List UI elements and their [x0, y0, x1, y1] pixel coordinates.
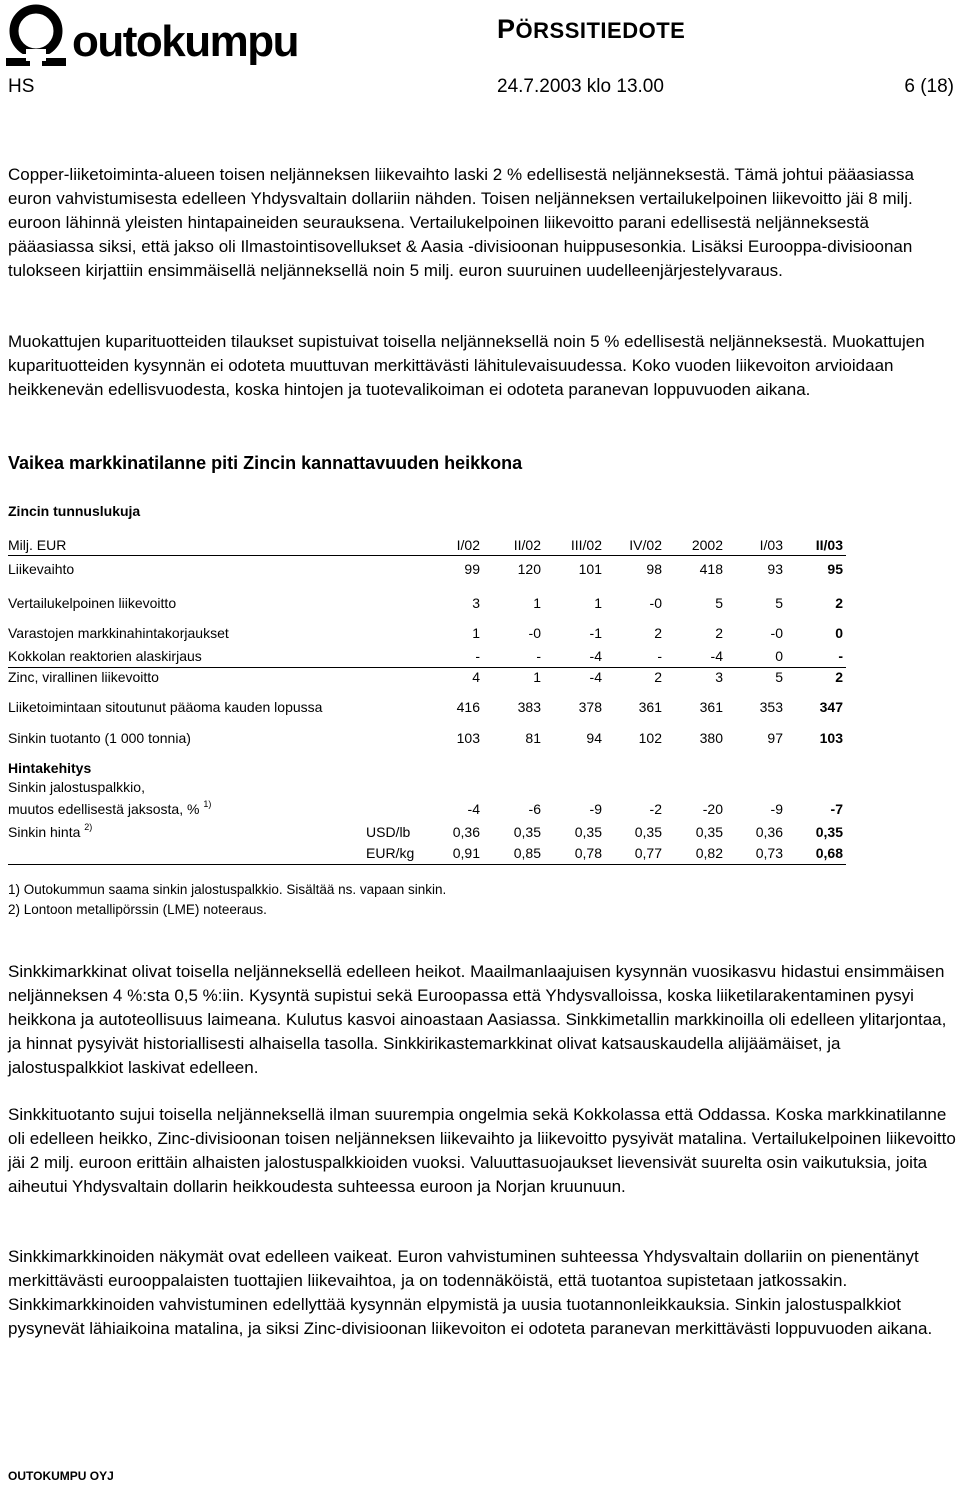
cell: - [475, 648, 480, 664]
cell: 120 [517, 561, 541, 577]
table-row [8, 845, 846, 863]
cell: 95 [827, 561, 843, 577]
table-row [8, 669, 846, 687]
cell: 1 [594, 595, 602, 611]
cell: -2 [649, 801, 662, 817]
cell: 5 [775, 669, 783, 685]
cell: 2 [835, 669, 843, 685]
cell: 0,35 [574, 824, 602, 840]
footnote: 2) Lontoon metallipörssin (LME) noteeraus. [8, 902, 267, 917]
cell: -1 [589, 625, 602, 641]
cell: -9 [770, 801, 783, 817]
cell: 0,68 [815, 845, 843, 861]
footnotes [8, 880, 446, 920]
cell: 1 [472, 625, 480, 641]
cell: -4 [589, 648, 602, 664]
cell: 0,78 [574, 845, 602, 861]
paragraph-zinc-production: Sinkkituotanto sujui toisella neljänneksellä ilman suurempia ongelmia sekä Kokkolassa että Oddassa. Koska markkinatilanne oli edelleen heikko, Zinc-divisioonan toisen neljänneksen liikevaihto ja liikevoitto pysyivät matalina. Vertailukelpoinen liikevoitto jäi 2 milj. euroon erittäin alhaisten jalostuspalkkioiden vuoksi. Valuuttasuojaukset lievensivät suurelta osin vaikutuksia, joita aiheutui Yhdysvaltain dollarin heikkoudesta suhteessa euroon ja Norjan kruunuun. [8, 1105, 956, 1196]
header-col: 2002 [691, 537, 723, 553]
tc-label-row [8, 779, 846, 797]
cell: 416 [456, 699, 480, 715]
paragraph-zinc-market: Sinkkimarkkinat olivat toisella neljänneksellä edelleen heikot. Maailmanlaajuisen kysynnän vuosikasvu hidastui ensimmäisen neljänneksen 4 %:sta 0,5 %:iin. Kysyntä supistui sekä Euroopassa että Yhdysvalloissa, koska liiketilarakentaminen pysyi heikkona ja autoteollisuus laimeana. Kulutus kasvoi ainoastaan Aasiassa. Sinkkimetallin markkinoilla oli edelleen ylitarjontaa, ja hinnat pysyivät historiallisesti alhaisella tasolla. Sinkkirikastemarkkinat olivat katsauskaudella alijäämäiset, ja jalostuspalkkiot laskivat edelleen. [8, 962, 947, 1077]
cell: 1 [533, 595, 541, 611]
cell: 0,35 [695, 824, 723, 840]
brand-wordmark: outokumpu [72, 17, 299, 66]
cell: -4 [589, 669, 602, 685]
header-col: I/03 [759, 537, 783, 553]
table-row [8, 801, 846, 819]
cell: 4 [472, 669, 480, 685]
cell: 93 [767, 561, 783, 577]
footnote-ref: 1) [203, 799, 212, 809]
price-section-title-row [8, 760, 846, 778]
outokumpu-logo [6, 4, 316, 68]
cell: 378 [578, 699, 602, 715]
cell: 418 [699, 561, 723, 577]
cell: 2 [654, 669, 662, 685]
tc-label: muutos edellisestä jaksosta, % $^{1)}$ [8, 799, 212, 817]
table-row [8, 561, 846, 579]
cell: 5 [715, 595, 723, 611]
cell: 383 [517, 699, 541, 715]
row-label: Kokkolan reaktorien alaskirjaus [8, 648, 202, 664]
header-col: I/02 [456, 537, 480, 553]
cell: 0,82 [695, 845, 723, 861]
cell: 0,77 [634, 845, 662, 861]
cell: 0,35 [815, 824, 843, 840]
row-label: Zinc, virallinen liikevoitto [8, 669, 159, 685]
footnote-ref: 2) [84, 822, 93, 832]
unit-usd: USD/lb [366, 824, 411, 840]
cell: - [838, 648, 843, 664]
row-label: Sinkin tuotanto (1 000 tonnia) [8, 730, 191, 746]
cell: - [657, 648, 662, 664]
section-heading: Vaikea markkinatilanne piti Zincin kannattavuuden heikkona [8, 453, 523, 473]
table-row [8, 625, 846, 643]
price-label: Sinkin hinta $^{2)}$ [8, 822, 93, 840]
row-label: Varastojen markkinahintakorjaukset [8, 625, 229, 641]
cell: 103 [456, 730, 480, 746]
cell: 103 [819, 730, 843, 746]
table-rule [8, 864, 846, 865]
cell: -4 [467, 801, 480, 817]
cell: 81 [525, 730, 541, 746]
cell: 5 [775, 595, 783, 611]
cell: 102 [638, 730, 662, 746]
cell: 2 [654, 625, 662, 641]
header-col: II/03 [815, 537, 843, 553]
cell: -0 [770, 625, 783, 641]
table-row [8, 648, 846, 666]
tc-label-line1: Sinkin jalostuspalkkio, [8, 779, 145, 795]
cell: 380 [699, 730, 723, 746]
cell: 353 [759, 699, 783, 715]
cell: 361 [699, 699, 723, 715]
cell: -0 [649, 595, 662, 611]
cell: 0,36 [755, 824, 783, 840]
cell: -6 [528, 801, 541, 817]
cell: 98 [646, 561, 662, 577]
header-date: 24.7.2003 klo 13.00 [497, 76, 664, 97]
cell: 2 [715, 625, 723, 641]
cell: 361 [638, 699, 662, 715]
header-col: II/02 [513, 537, 541, 553]
cell: 99 [464, 561, 480, 577]
row-label: Vertailukelpoinen liikevoitto [8, 595, 177, 611]
document-type: PÖRSSITIEDOTE [497, 14, 686, 44]
cell: 0,85 [513, 845, 541, 861]
omega-symbol-icon [6, 9, 66, 66]
cell: 94 [586, 730, 602, 746]
cell: 3 [472, 595, 480, 611]
row-label: Liikevaihto [8, 561, 75, 577]
cell: 0 [775, 648, 783, 664]
unit-eur: EUR/kg [366, 845, 415, 861]
cell: 347 [819, 699, 843, 715]
table-row [8, 824, 846, 842]
row-label: Liiketoimintaan sitoutunut pääoma kauden lopussa [8, 699, 323, 715]
cell: -0 [528, 625, 541, 641]
table-caption: Zincin tunnuslukuja [8, 503, 141, 519]
table-row [8, 595, 846, 613]
cell: 1 [533, 669, 541, 685]
cell: 0,35 [513, 824, 541, 840]
header-location: HS [8, 76, 35, 97]
cell: 0,91 [452, 845, 480, 861]
cell: 101 [578, 561, 602, 577]
paragraph-zinc-outlook: Sinkkimarkkinoiden näkymät ovat edelleen vaikeat. Euron vahvistuminen suhteessa Yhdysvaltain dollariin on pienentänyt merkittävästi eurooppalaisten tuottajien liikevaihtoa, ja on todennäköistä, että tuotantoa supistetaan jatkossakin. Sinkkimarkkinoiden vahvistuminen edellyttää kysynnän elpymistä ja uusia tuotannonleikkauksia. Sinkin jalostuspalkkiot pysynevät lähiaikoina matalina, ja siksi Zinc-divisioonan liikevoiton ei odoteta paranevan merkittävästi loppuvuoden aikana. [8, 1247, 933, 1338]
table-header-row [8, 537, 846, 555]
cell: -9 [589, 801, 602, 817]
paragraph-copper: Copper-liiketoiminta-alueen toisen neljänneksen liikevaihto laski 2 % edellisestä neljänneksestä. Tämä johtui pääasiassa euron vahvistumisesta edelleen Yhdysvaltain dollariin nähden. Toisen neljänneksen vertailukelpoinen liikevoitto jäi 8 milj. euroon lähinnä yleisten hintapaineiden seurauksena. Vertailukelpoinen liikevoitto parani edellisestä neljänneksestä pääasiassa siksi, että jakso oli Ilmastointisovellukset & Aasia -divisioonan huippusesonkia. Lisäksi Eurooppa-divisioonan tulokseen kirjattiin ensimmäisellä neljänneksellä noin 5 milj. euron suuruinen uudelleenjärjestelyvaraus. [8, 165, 914, 280]
footnote: 1) Outokummun saama sinkin jalostuspalkkio. Sisältää ns. vapaan sinkin. [8, 882, 447, 897]
table-rule [8, 667, 846, 668]
table-row [8, 699, 846, 717]
header-col: III/02 [570, 537, 602, 553]
price-section-title: Hintakehitys [8, 760, 92, 776]
header-page-number: 6 (18) [904, 76, 954, 97]
cell: 0,36 [452, 824, 480, 840]
footer-company: OUTOKUMPU OYJ [8, 1469, 114, 1483]
table-row [8, 730, 846, 748]
cell: -20 [702, 801, 723, 817]
cell: 97 [767, 730, 783, 746]
paragraph-copper-outlook: Muokattujen kuparituotteiden tilaukset supistuivat toisella neljänneksellä noin 5 % edellisestä neljänneksestä. Muokattujen kuparituotteiden kysynnän ei odoteta muuttuvan merkittävästi lähitulevaisuudessa. Koko vuoden liikevoiton arvioidaan heikkenevän edellisvuodesta, koska hintojen ja tuotevalikoiman ei odoteta paranevan loppuvuoden aikana. [8, 332, 925, 399]
table-rule [8, 555, 846, 556]
cell: -4 [710, 648, 723, 664]
cell: 2 [835, 595, 843, 611]
header-col: IV/02 [629, 537, 662, 553]
cell: - [536, 648, 541, 664]
cell: 3 [715, 669, 723, 685]
cell: 0,35 [634, 824, 662, 840]
cell: 0,73 [755, 845, 783, 861]
cell: 0 [835, 625, 843, 641]
header-unit: Milj. EUR [8, 537, 67, 553]
cell: -7 [830, 801, 843, 817]
